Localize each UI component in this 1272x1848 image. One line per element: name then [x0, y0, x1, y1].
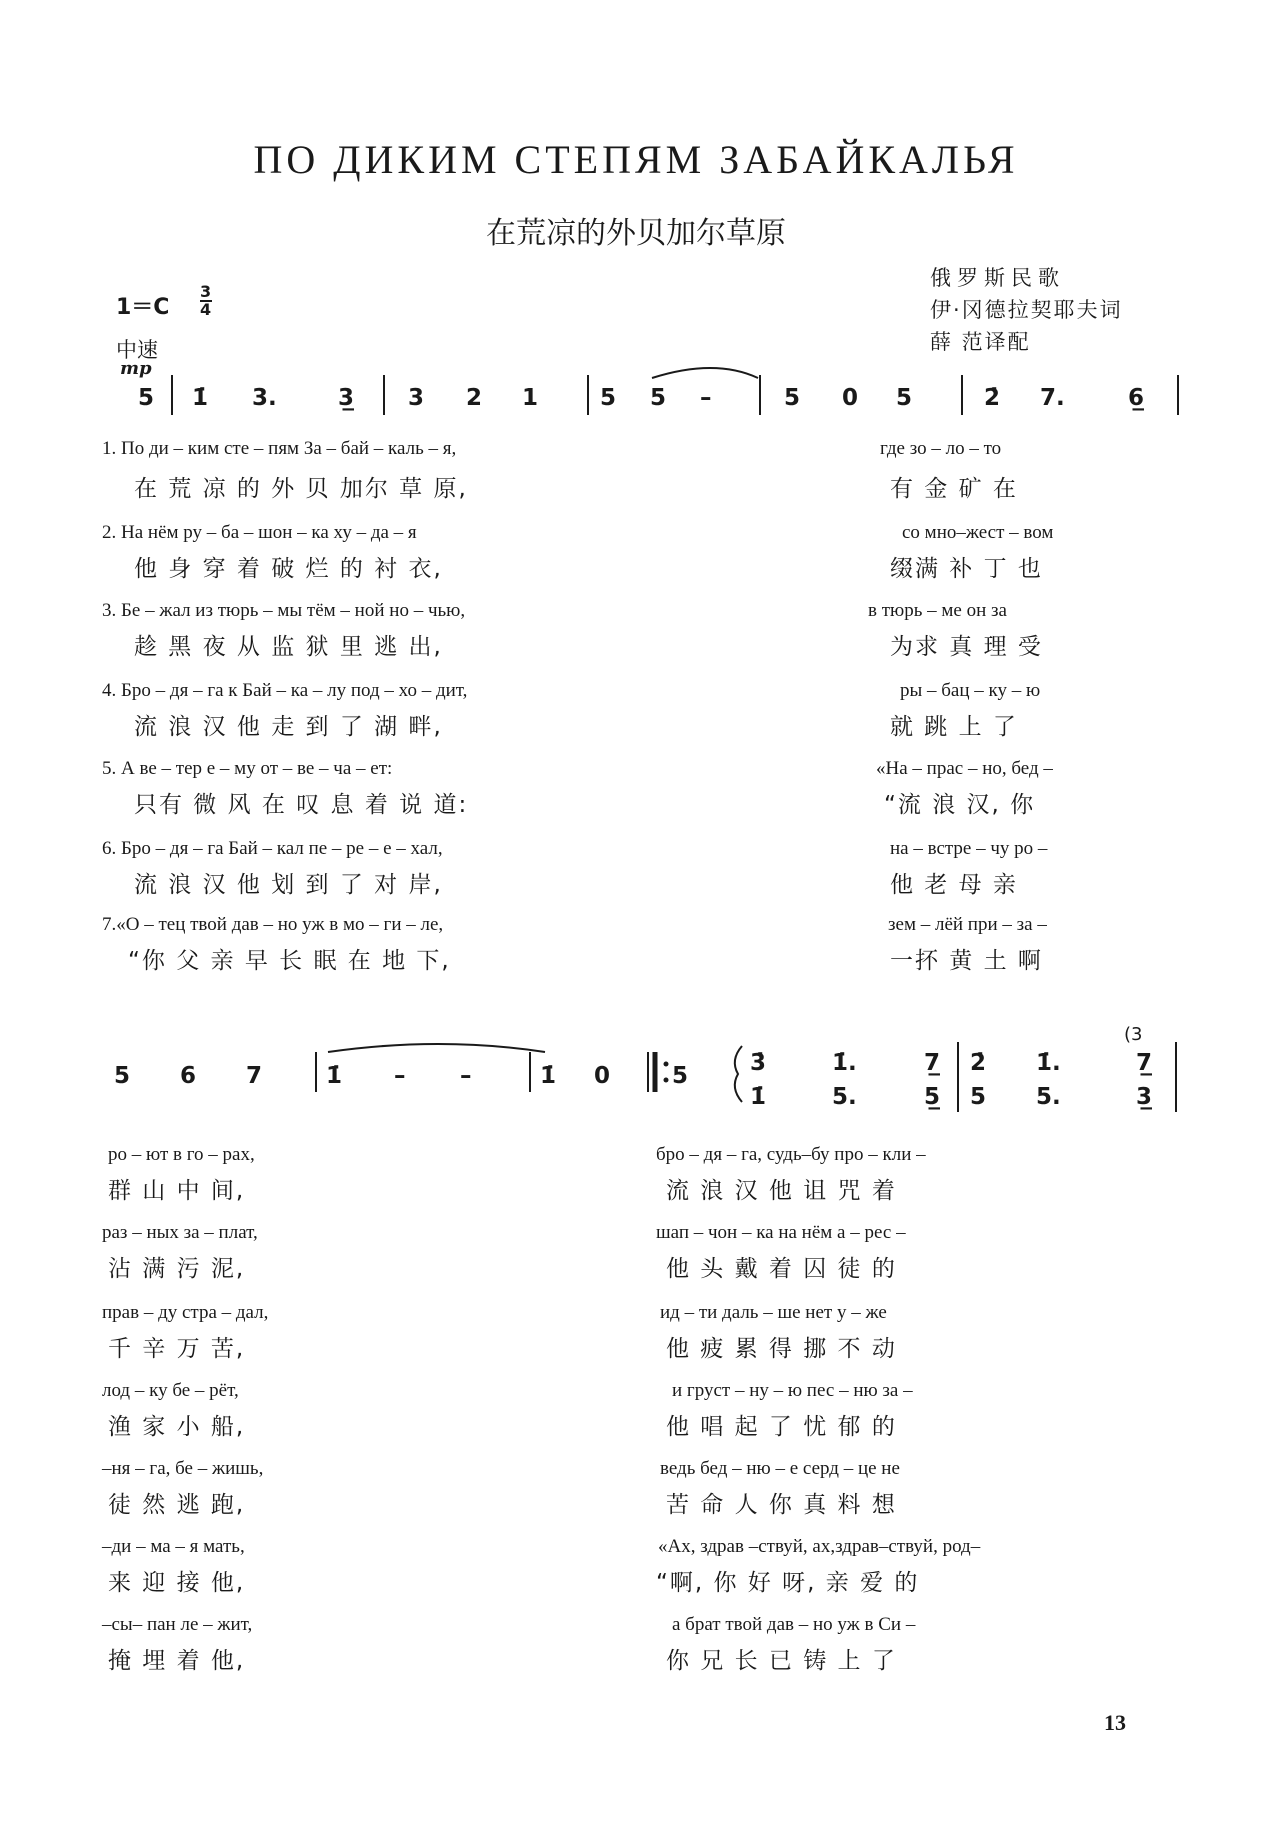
- page-number: 13: [1104, 1710, 1126, 1735]
- note: 1̇.: [832, 1050, 857, 1076]
- verse-6-ru-a: 6. Бро – дя – га Бай – кал пе – ре – е – хал,: [102, 838, 443, 859]
- verse-6-ru-d: «Ах, здрав –ствуй, ах,здрав–ствуй, род–: [658, 1536, 981, 1557]
- verse-4-zh-d: 他 唱 起 了 忧 郁 的: [666, 1414, 897, 1440]
- credit-translator: 薛 范译配: [930, 330, 1031, 354]
- verse-5-ru-d: ведь бед – ню – е серд – це не: [660, 1458, 900, 1479]
- verse-3-zh-d: 他 疲 累 得 挪 不 动: [666, 1336, 897, 1362]
- verse-3-ru-b: в тюрь – ме он за: [868, 600, 1007, 621]
- note: 5: [600, 385, 617, 411]
- note: 1̇: [750, 1084, 767, 1110]
- verse-2-zh-d: 他 头 戴 着 囚 徒 的: [666, 1256, 897, 1282]
- note: 7̲: [924, 1050, 941, 1076]
- verse-3-ru-d: ид – ти даль – ше нет у – же: [660, 1302, 887, 1323]
- verse-1-ru-a: 1. По ди – ким сте – пям За – бай – каль – я,: [102, 438, 457, 459]
- note: 7: [246, 1063, 263, 1089]
- dynamic-marking: mp: [120, 358, 152, 379]
- note: 5.: [832, 1084, 857, 1110]
- verse-6-zh-d: “啊, 你 好 呀, 亲 爱 的: [656, 1570, 920, 1596]
- verse-4-ru-c: лод – ку бе – рёт,: [102, 1380, 239, 1401]
- song-title: ПО ДИКИМ СТЕПЯМ ЗАБАЙКАЛЬЯ: [253, 137, 1019, 182]
- song-subtitle: 在荒凉的外贝加尔草原: [486, 216, 786, 251]
- verse-4-zh-b: 就 跳 上 了: [890, 714, 1018, 740]
- note: 1̇: [540, 1063, 557, 1089]
- verse-6-zh-b: 他 老 母 亲: [890, 872, 1018, 898]
- note: –: [460, 1063, 472, 1089]
- tie: [652, 368, 758, 378]
- verse-3-ru-a: 3. Бе – жал из тюрь – мы тём – ной но – чью,: [102, 600, 466, 621]
- verse-2-zh-a: 他 身 穿 着 破 烂 的 衬 衣,: [134, 556, 443, 582]
- verse-5-zh-b: “流 浪 汉, 你: [884, 792, 1036, 818]
- key-signature: 1＝C: [116, 295, 170, 320]
- note: 5: [114, 1063, 131, 1089]
- verse-4-zh-a: 流 浪 汉 他 走 到 了 湖 畔,: [134, 714, 443, 740]
- note: 1̇.: [1036, 1050, 1061, 1076]
- note: 5: [650, 385, 667, 411]
- note: 6: [180, 1063, 197, 1089]
- note: 3̲: [338, 385, 355, 411]
- note: 5.: [1036, 1084, 1061, 1110]
- tie: [328, 1044, 545, 1052]
- note: 0: [842, 385, 859, 411]
- verse-6-zh-a: 流 浪 汉 他 划 到 了 对 岸,: [134, 872, 443, 898]
- note: 3̲: [1136, 1084, 1153, 1110]
- verse-5-ru-c: –ня – га, бе – жишь,: [102, 1458, 264, 1479]
- note: 2̇: [984, 385, 1001, 411]
- note: 3.: [252, 385, 277, 411]
- verse-7-ru-d: а брат твой дав – но уж в Си –: [672, 1614, 916, 1635]
- credit-lyricist: 伊·冈德拉契耶夫词: [930, 298, 1123, 322]
- verse-1-ru-c: ро – ют в го – рах,: [108, 1144, 255, 1165]
- note: 3: [408, 385, 425, 411]
- note: –: [700, 385, 712, 411]
- note: 6̲: [1128, 385, 1145, 411]
- note: 1̇: [192, 385, 209, 411]
- credit-origin: 俄罗斯民歌: [930, 266, 1065, 290]
- repeat-dot: [664, 1062, 669, 1067]
- note: –: [394, 1063, 406, 1089]
- verse-5-ru-b: «На – прас – но, бед –: [876, 758, 1053, 779]
- note: 5: [970, 1084, 987, 1110]
- note: 1̇: [326, 1063, 343, 1089]
- verse-2-zh-b: 缀满 补 丁 也: [890, 556, 1043, 582]
- verse-7-ru-a: 7.«О – тец твой дав – но уж в мо – ги – ле,: [102, 914, 444, 935]
- verse-5-ru-a: 5. А ве – тер е – му от – ве – ча – ет:: [102, 758, 393, 779]
- note: 2: [466, 385, 483, 411]
- note: 5̲: [924, 1084, 941, 1110]
- time-signature: 3 4: [200, 282, 212, 319]
- note: 5: [784, 385, 801, 411]
- repeat-dot: [664, 1078, 669, 1083]
- note: 3̇: [750, 1050, 767, 1076]
- verse-1-zh-d: 流 浪 汉 他 诅 咒 着: [666, 1178, 897, 1204]
- note: 2̇: [970, 1050, 987, 1076]
- verse-6-ru-b: на – встре – чу ро –: [890, 838, 1048, 859]
- tempo-marking: 中速: [116, 338, 158, 362]
- verse-3-zh-b: 为求 真 理 受: [890, 634, 1043, 660]
- verse-1-ru-d: бро – дя – га, судь–бу про – кли –: [656, 1144, 926, 1165]
- note: 5: [896, 385, 913, 411]
- note: 1: [522, 385, 539, 411]
- verse-2-ru-b: со мно–жест – вом: [902, 522, 1054, 543]
- verse-1-zh-a: 在 荒 凉 的 外 贝 加尔 草 原,: [134, 476, 468, 502]
- verse-1-zh-c: 群 山 中 间,: [108, 1178, 246, 1204]
- verse-6-ru-c: –ди – ма – я мать,: [102, 1536, 245, 1557]
- verse-1-ru-b: где зо – ло – то: [880, 438, 1002, 459]
- verse-4-ru-d: и груст – ну – ю пес – ню за –: [672, 1380, 913, 1401]
- note: 7̲: [1136, 1050, 1153, 1076]
- verse-2-ru-a: 2. На нём ру – ба – шон – ка ху – да – я: [102, 522, 417, 543]
- verse-4-zh-c: 渔 家 小 船,: [108, 1414, 246, 1440]
- verse-5-zh-a: 只有 微 风 在 叹 息 着 说 道:: [134, 792, 469, 818]
- verse-4-ru-b: ры – бац – ку – ю: [900, 680, 1041, 701]
- verse-3-zh-a: 趁 黑 夜 从 监 狱 里 逃 出,: [134, 634, 443, 660]
- verse-2-ru-d: шап – чон – ка на нём а – рес –: [656, 1222, 906, 1243]
- mark: (3: [1124, 1024, 1143, 1045]
- verse-7-zh-c: 掩 埋 着 他,: [108, 1648, 246, 1674]
- note: 5: [138, 385, 155, 411]
- note: 7.: [1040, 385, 1065, 411]
- verse-7-ru-c: –сы– пан ле – жит,: [102, 1614, 253, 1635]
- verse-3-zh-c: 千 辛 万 苦,: [108, 1336, 246, 1362]
- verse-6-zh-c: 来 迎 接 他,: [108, 1570, 246, 1596]
- verse-2-ru-c: раз – ных за – плат,: [102, 1222, 258, 1243]
- verse-4-ru-a: 4. Бро – дя – га к Бай – ка – лу под – хо – дит,: [102, 680, 468, 701]
- verse-7-zh-d: 你 兄 长 已 铸 上 了: [666, 1648, 897, 1674]
- note: 0: [594, 1063, 611, 1089]
- verse-7-ru-b: зем – лёй при – за –: [888, 914, 1047, 935]
- brace: [735, 1046, 742, 1102]
- verse-5-zh-c: 徒 然 逃 跑,: [108, 1492, 246, 1518]
- verse-7-zh-a: “你 父 亲 早 长 眠 在 地 下,: [128, 948, 451, 974]
- verse-1-zh-b: 有 金 矿 在: [890, 476, 1018, 502]
- verse-3-ru-c: прав – ду стра – дал,: [102, 1302, 269, 1323]
- verse-5-zh-d: 苦 命 人 你 真 料 想: [666, 1492, 897, 1518]
- verse-7-zh-b: 一抔 黄 土 啊: [890, 948, 1043, 974]
- note: 5: [672, 1063, 689, 1089]
- verse-2-zh-c: 沾 满 污 泥,: [108, 1256, 246, 1282]
